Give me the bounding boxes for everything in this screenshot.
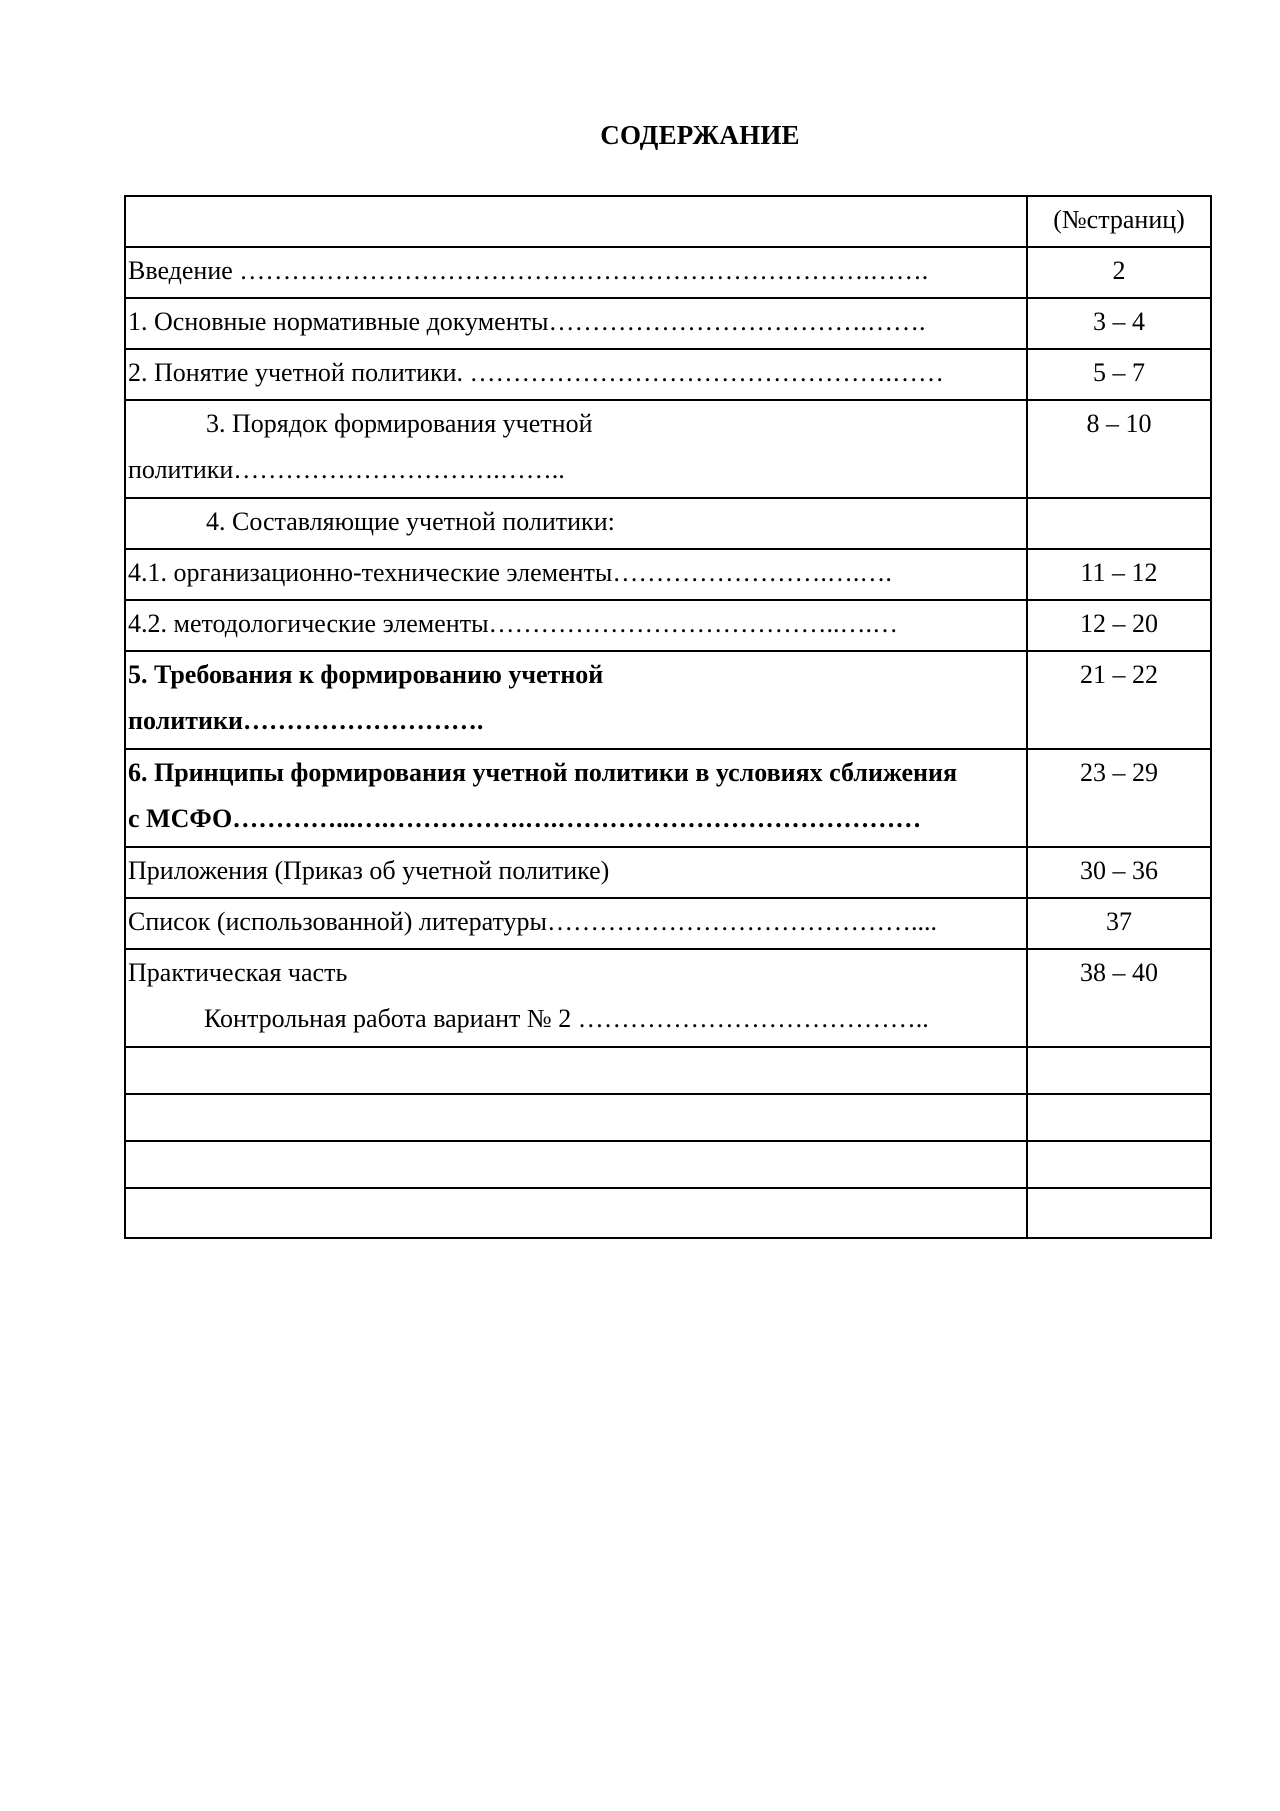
entry-pages: 8 – 10 — [1027, 400, 1211, 498]
entry-title-line2: политики………………………….…….. — [128, 455, 565, 484]
pages-column-header: (№страниц) — [1027, 196, 1211, 247]
empty-row — [125, 1188, 1211, 1238]
entry-title-cell — [125, 498, 1027, 549]
toc-row-section-4-2 — [125, 600, 1211, 651]
empty-cell — [1027, 1047, 1211, 1094]
entry-title: 4. Составляющие учетной политики: — [206, 507, 615, 536]
table-header-row — [125, 196, 1211, 247]
entry-title-line2: Контрольная работа вариант № 2 ………………………………….. — [204, 1004, 929, 1033]
entry-title-line1: 5. Требования к формированию учетной — [128, 660, 604, 689]
empty-cell — [125, 1188, 1027, 1238]
toc-row-literature — [125, 898, 1211, 949]
empty-cell — [125, 1094, 1027, 1141]
toc-row-appendix — [125, 847, 1211, 898]
toc-row-section-2 — [125, 349, 1211, 400]
entry-pages: 37 — [1027, 898, 1211, 949]
entry-pages: 23 – 29 — [1027, 749, 1211, 847]
entry-title: 1. Основные нормативные документы……………………………….……. — [125, 298, 1027, 349]
toc-row-introduction — [125, 247, 1211, 298]
toc-row-section-4 — [125, 498, 1211, 549]
toc-row-section-6 — [125, 749, 1211, 847]
empty-row — [125, 1141, 1211, 1188]
entry-title: Приложения (Приказ об учетной политике) — [125, 847, 1027, 898]
empty-row — [125, 1047, 1211, 1094]
entry-title-line1: 6. Принципы формирования учетной политики в условиях сближения — [128, 758, 958, 787]
empty-cell — [1027, 1094, 1211, 1141]
entry-pages: 21 – 22 — [1027, 651, 1211, 749]
page-title: СОДЕРЖАНИЕ — [600, 120, 800, 150]
entry-title: 4.2. методологические элементы…………………………………..….… — [125, 600, 1027, 651]
toc-row-section-4-1 — [125, 549, 1211, 600]
table-of-contents — [124, 195, 1212, 1239]
empty-cell — [125, 1141, 1027, 1188]
entry-title-line1: 3. Порядок формирования учетной — [206, 409, 593, 438]
entry-title: 4.1. организационно-технические элементы…………………….….…. — [125, 549, 1027, 600]
empty-cell — [1027, 1141, 1211, 1188]
entry-pages: 3 – 4 — [1027, 298, 1211, 349]
entry-pages: 30 – 36 — [1027, 847, 1211, 898]
entry-title-cell — [125, 749, 1027, 847]
entry-pages: 2 — [1027, 247, 1211, 298]
entry-pages: 11 – 12 — [1027, 549, 1211, 600]
entry-title: Введение ……………………………………………………………….……. — [125, 247, 1027, 298]
entry-title-cell — [125, 651, 1027, 749]
empty-row — [125, 1094, 1211, 1141]
toc-row-section-3 — [125, 400, 1211, 498]
entry-title-line2: политики………………………. — [128, 706, 484, 735]
header-empty-cell — [125, 196, 1027, 247]
entry-pages: 38 – 40 — [1027, 949, 1211, 1047]
entry-title: 2. Понятие учетной политики. ………………………………………….…… — [125, 349, 1027, 400]
entry-title-line1: Практическая часть — [128, 958, 348, 987]
entry-pages: 12 – 20 — [1027, 600, 1211, 651]
empty-cell — [125, 1047, 1027, 1094]
toc-row-section-1 — [125, 298, 1211, 349]
empty-cell — [1027, 1188, 1211, 1238]
entry-pages — [1027, 498, 1211, 549]
entry-pages: 5 – 7 — [1027, 349, 1211, 400]
toc-row-practical — [125, 949, 1211, 1047]
toc-row-section-5 — [125, 651, 1211, 749]
entry-title-cell — [125, 400, 1027, 498]
entry-title: Список (использованной) литературы…………………………………….... — [125, 898, 1027, 949]
entry-title-cell — [125, 949, 1027, 1047]
entry-title-line2: с МСФО…………...….…………….….…………………………………… — [128, 804, 922, 833]
